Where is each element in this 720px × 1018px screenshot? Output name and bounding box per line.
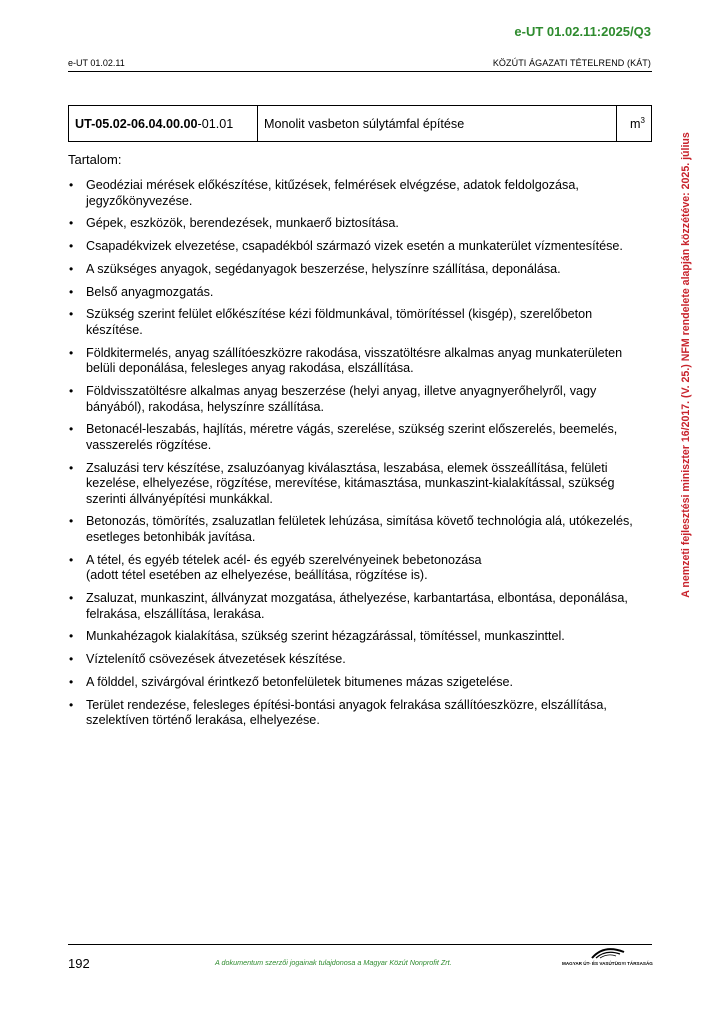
bullet-icon: • [69, 307, 74, 322]
bullet-icon: • [69, 239, 74, 254]
side-publication-note: A nemzeti fejlesztési miniszter 16/2017. (V. 25.) NFM rendelete alapján közzétéve: 2025. július [680, 132, 692, 598]
item-code-suffix: -01.01 [197, 116, 234, 131]
list-item-text: Belső anyagmozgatás. [86, 284, 214, 299]
bullet-icon: • [69, 384, 74, 399]
list-item [68, 553, 638, 584]
list-item-text: Zsaluzási terv készítése, zsaluzóanyag kiválasztása, leszabása, elemek összeállítása, felületi kezelése, elhelyezése, rögzítése, merevítése, kitámasztása, munkaszint-kialakítással, szükség szerinti állványépítési munkákkal. [86, 460, 615, 506]
item-code-main: UT-05.02-06.04.00.00 [75, 116, 198, 131]
list-item [68, 262, 638, 278]
list-item [68, 422, 638, 453]
bullet-icon: • [69, 284, 74, 299]
list-item [68, 675, 638, 691]
company-logo [562, 946, 654, 970]
bullet-icon: • [69, 216, 74, 231]
header-right-title: KÖZÚTI ÁGAZATI TÉTELREND (KÁT) [492, 58, 651, 68]
list-item [68, 629, 638, 645]
list-item [68, 698, 638, 729]
item-row [69, 106, 652, 142]
list-item [68, 652, 638, 668]
item-unit-exponent: 3 [640, 115, 645, 125]
bullet-icon: • [69, 460, 74, 475]
item-name-cell: Monolit vasbeton súlytámfal építése [258, 106, 617, 142]
list-item-text: Geodéziai mérések előkészítése, kitűzések, felmérések elvégzése, adatok feldolgozása, jegyzőkönyvezése. [86, 178, 579, 208]
list-item [68, 514, 638, 545]
list-item [68, 285, 638, 301]
list-item-text: Víztelenítő csövezések átvezetések készítése. [86, 652, 346, 667]
list-item [68, 461, 638, 508]
header-left-code: e-UT 01.02.11 [68, 58, 125, 68]
page-number: 192 [68, 956, 90, 971]
list-item [68, 384, 638, 415]
list-item-text: Zsaluzat, munkaszint, állványzat mozgatása, áthelyezése, karbantartása, elbontása, deponálása, felrakása, elszállítása, lerakása. [86, 591, 628, 621]
list-item-text: A szükséges anyagok, segédanyagok beszerzése, helyszínre szállítása, deponálása. [86, 261, 561, 276]
list-item-text: Betonozás, tömörítés, zsaluzatlan felületek lehúzása, simítása követő technológia alá, utókezelés, esetleges betonhibák javítása. [86, 514, 633, 544]
list-item-text: A földdel, szivárgóval érintkező betonfelületek bitumenes mázas szigetelése. [86, 674, 514, 689]
bullet-icon: • [69, 674, 74, 689]
list-item-text: Gépek, eszközök, berendezések, munkaerő biztosítása. [86, 216, 399, 231]
bullet-icon: • [69, 422, 74, 437]
bullet-icon: • [69, 591, 74, 606]
bullet-icon: • [69, 261, 74, 276]
bullet-icon: • [69, 697, 74, 712]
item-unit-cell [617, 106, 652, 142]
header-divider [68, 71, 652, 72]
bullet-icon: • [69, 514, 74, 529]
content-bullet-list [68, 178, 638, 736]
bullet-icon: • [69, 629, 74, 644]
list-item-text: A tétel, és egyéb tételek acél- és egyéb szerelvényeinek bebetonozása (adott tétel esetében az elhelyezése, beállítása, rögzítése is). [86, 552, 482, 583]
list-item [68, 178, 638, 209]
document-code: e-UT 01.02.11:2025/Q3 [514, 24, 651, 39]
copyright-notice: A dokumentum szerzői jogainak tulajdonosa a Magyar Közút Nonprofit Zrt. [215, 958, 452, 967]
list-item [68, 591, 638, 622]
footer-divider [68, 944, 652, 945]
item-table [68, 105, 652, 142]
bullet-icon: • [69, 345, 74, 360]
list-item [68, 216, 638, 232]
list-item-text: Földvisszatöltésre alkalmas anyag beszerzése (helyi anyag, illetve anyagnyerőhelyről, vagy bányából), rakodása, helyszínre szállítása. [86, 384, 597, 414]
list-item [68, 307, 638, 338]
list-item-text: Földkitermelés, anyag szállítóeszközre rakodása, visszatöltésre alkalmas anyag munkaterületen belüli deponálása, felesleges anyag rakodása, elszállítása. [86, 345, 623, 376]
list-item-text: Szükség szerint felület előkészítése kézi földmunkával, tömörítéssel (kisgép), szerelőbeton készítése. [86, 307, 593, 337]
item-code-cell [69, 106, 258, 142]
list-item-text: Betonacél-leszabás, hajlítás, méretre vágás, szerelése, szükség szerint előszerelés, beemelés, vasszerelés rögzítése. [86, 422, 618, 452]
bullet-icon: • [69, 652, 74, 667]
list-item [68, 346, 638, 377]
logo-swoosh-icon [590, 946, 626, 960]
item-unit-base: m [630, 117, 641, 132]
list-item [68, 239, 638, 255]
bullet-icon: • [69, 178, 74, 192]
bullet-icon: • [69, 552, 74, 567]
list-item-text: Csapadékvizek elvezetése, csapadékból származó vizek esetén a munkaterület vízmentesítése. [86, 239, 623, 254]
list-item-text: Munkahézagok kialakítása, szükség szerint hézagzárással, tömítéssel, munkaszinttel. [86, 629, 565, 644]
logo-text: MAGYAR ÚT- ÉS VASÚTÜGYI TÁRSASÁG [562, 961, 653, 966]
list-item-text: Terület rendezése, felesleges építési-bontási anyagok felrakása szállítóeszközre, elszállítása, szelektíven történő lerakása, elhelyezése. [86, 697, 607, 728]
content-label: Tartalom: [68, 152, 122, 167]
